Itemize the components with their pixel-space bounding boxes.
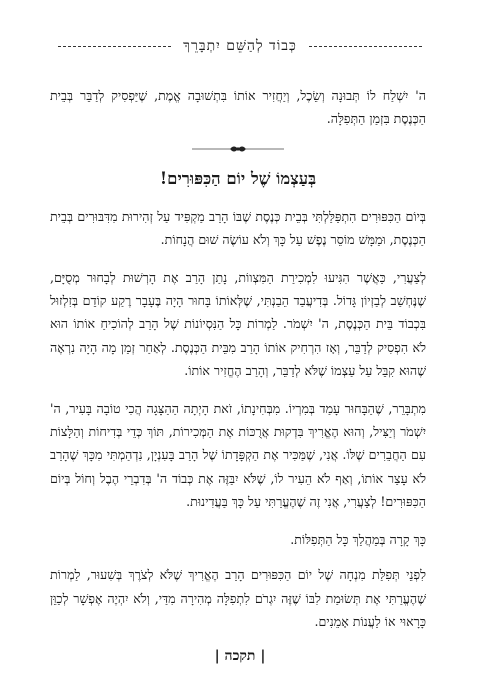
section-divider-ornament	[50, 141, 426, 157]
running-header	[58, 36, 422, 56]
page-number: | תקכה |	[214, 648, 266, 664]
intro-paragraph: ה' יִשְׁלַח לוֹ תְּבוּנָה וְשֵׂכֶל, וְיַחֲזִיר אוֹתוֹ בִּתְשׁוּבָה אֱמֶת, שֶׁיַּפְסִיק לְדַבֵּר בְּבֵית הַכְּנֶסֶת בִּזְמַן הַתְּפִלָּה.	[50, 88, 426, 127]
running-header-title: כְּבוֹד לְהַשֵּׁם יִתְבָּרֵךְ	[183, 37, 297, 54]
page-body	[50, 84, 426, 645]
body-paragraph: מִתְבָּרֵר, שֶׁהַבָּחוּר עָמַד בְּמִרְיוֹ. מִבְּחִינָתוֹ, זֹאת הָיְתָה הַהַצָּגָה הֲכִי טוֹבָה בָּעִיר, ה' יִשְׁמֹר וְיַצִּיל, וְהוּא הֶאֱרִיךְ בִּדְקוּת אֲרֻכּוֹת אֶת הַמְּכִירוֹת, תּוֹךְ כְּדֵי בְּדִיחוֹת וְהַלָּצוֹת עִם הַחֲבֵרִים שֶׁלּוֹ. אֲנִי, שֶׁמַּכִּיר אֶת הַקְפָּדָתוֹ שֶׁל הָרַב בָּעִנְיָן, נִדְהַמְתִּי מִכָּךְ שֶׁהָרַב לֹא עָצַר אוֹתוֹ, וְאַף לֹא הֵעִיר לוֹ, שֶׁלֹּא יִבַּזֶּה אֶת כְּבוֹד ה' בְּדִבְרֵי הֶבֶל וְחוֹל בְּיוֹם הַכִּפּוּרִים! לְצַעֲרִי, אֲנִי זֶה שֶׁהֶעֱרַתִּי עַל כָּךְ בַּעֲדִינוּת.	[50, 400, 426, 510]
body-paragraph: כָּךְ קָרָה בְּמַהֲלַךְ כָּל הַתְּפִלּוֹת.	[290, 531, 426, 547]
divider-flourish-icon	[188, 143, 288, 155]
body-paragraph: לְצַעֲרִי, כַּאֲשֶׁר הִגִּיעוּ לִמְכִירַת הַמִּצְווֹת, נָתַן הָרַב אֶת הָרְשׁוּת לְבָחוּר מְסֻיָּם, שֶׁנֶּחְשַׁב לְבַזְיוֹן גָּדוֹל. בְּדִיעֲבַד הֵבַנְתִּי, שֶׁלְּאוֹתוֹ בָּחוּר הָיָה בֶּעָבָר רֶקַע קוֹדֵם בְּזִלְזוּל בִּכְבוֹד בֵּית הַכְּנֶסֶת, ה' יִשְׁמֹר. לַמְרוֹת כָּל הַנִּסְיוֹנוֹת שֶׁל הָרַב לְהוֹכִיחַ אוֹתוֹ הוּא לֹא הִפְסִיק לְדַבֵּר, וְאָז הִרְחִיק אוֹתוֹ הָרַב מִבֵּית הַכְּנֶסֶת. לְאַחַר זְמַן מָה הָיָה נִרְאֶה שֶׁהוּא קִבֵּל עַל עַצְמוֹ שֶׁלֹּא לְדַבֵּר, וְהָרַב הֶחֱזִיר אוֹתוֹ.	[50, 269, 426, 379]
body-paragraph: בְּיוֹם הַכִּפּוּרִים הִתְפַּלַּלְתִּי בְּבֵית כְּנֶסֶת שֶׁבּוֹ הָרַב מַקְפִּיד עַל זְהִירוּת מִדִּבּוּרִים בְּבֵית הַכְּנֶסֶת, וּמַמָּשׁ מוֹסֵר נֶפֶשׁ עַל כָּךְ וְלֹא עוֹשֶׂה שׁוּם הֲנָחוֹת.	[50, 208, 426, 248]
header-rule-left	[58, 46, 171, 47]
body-paragraph: לִפְנֵי תְּפִלַּת מִנְחָה שֶׁל יוֹם הַכִּפּוּרִים הָרַב הֶאֱרִיךְ שֶׁלֹּא לְצֹרֶךְ בְּשִׁעוּר, לַמְרוֹת שֶׁהֶעֱרַתִּי אֶת תְּשׂוּמַת לִבּוֹ שֶׁזֶּה יִגְרֹם לִתְפִלָּה מְהִירָה מִדַּי, וְלֹא יִהְיֶה אֶפְשָׁר לְכַוֵּן כָּרָאוּי אוֹ לַעֲנוֹת אָמֵנִים.	[50, 567, 426, 629]
header-rule-right	[309, 46, 422, 47]
section-title: בְּעַצְמוֹ שֶׁל יוֹם הַכִּפּוּרִים!	[159, 168, 317, 188]
